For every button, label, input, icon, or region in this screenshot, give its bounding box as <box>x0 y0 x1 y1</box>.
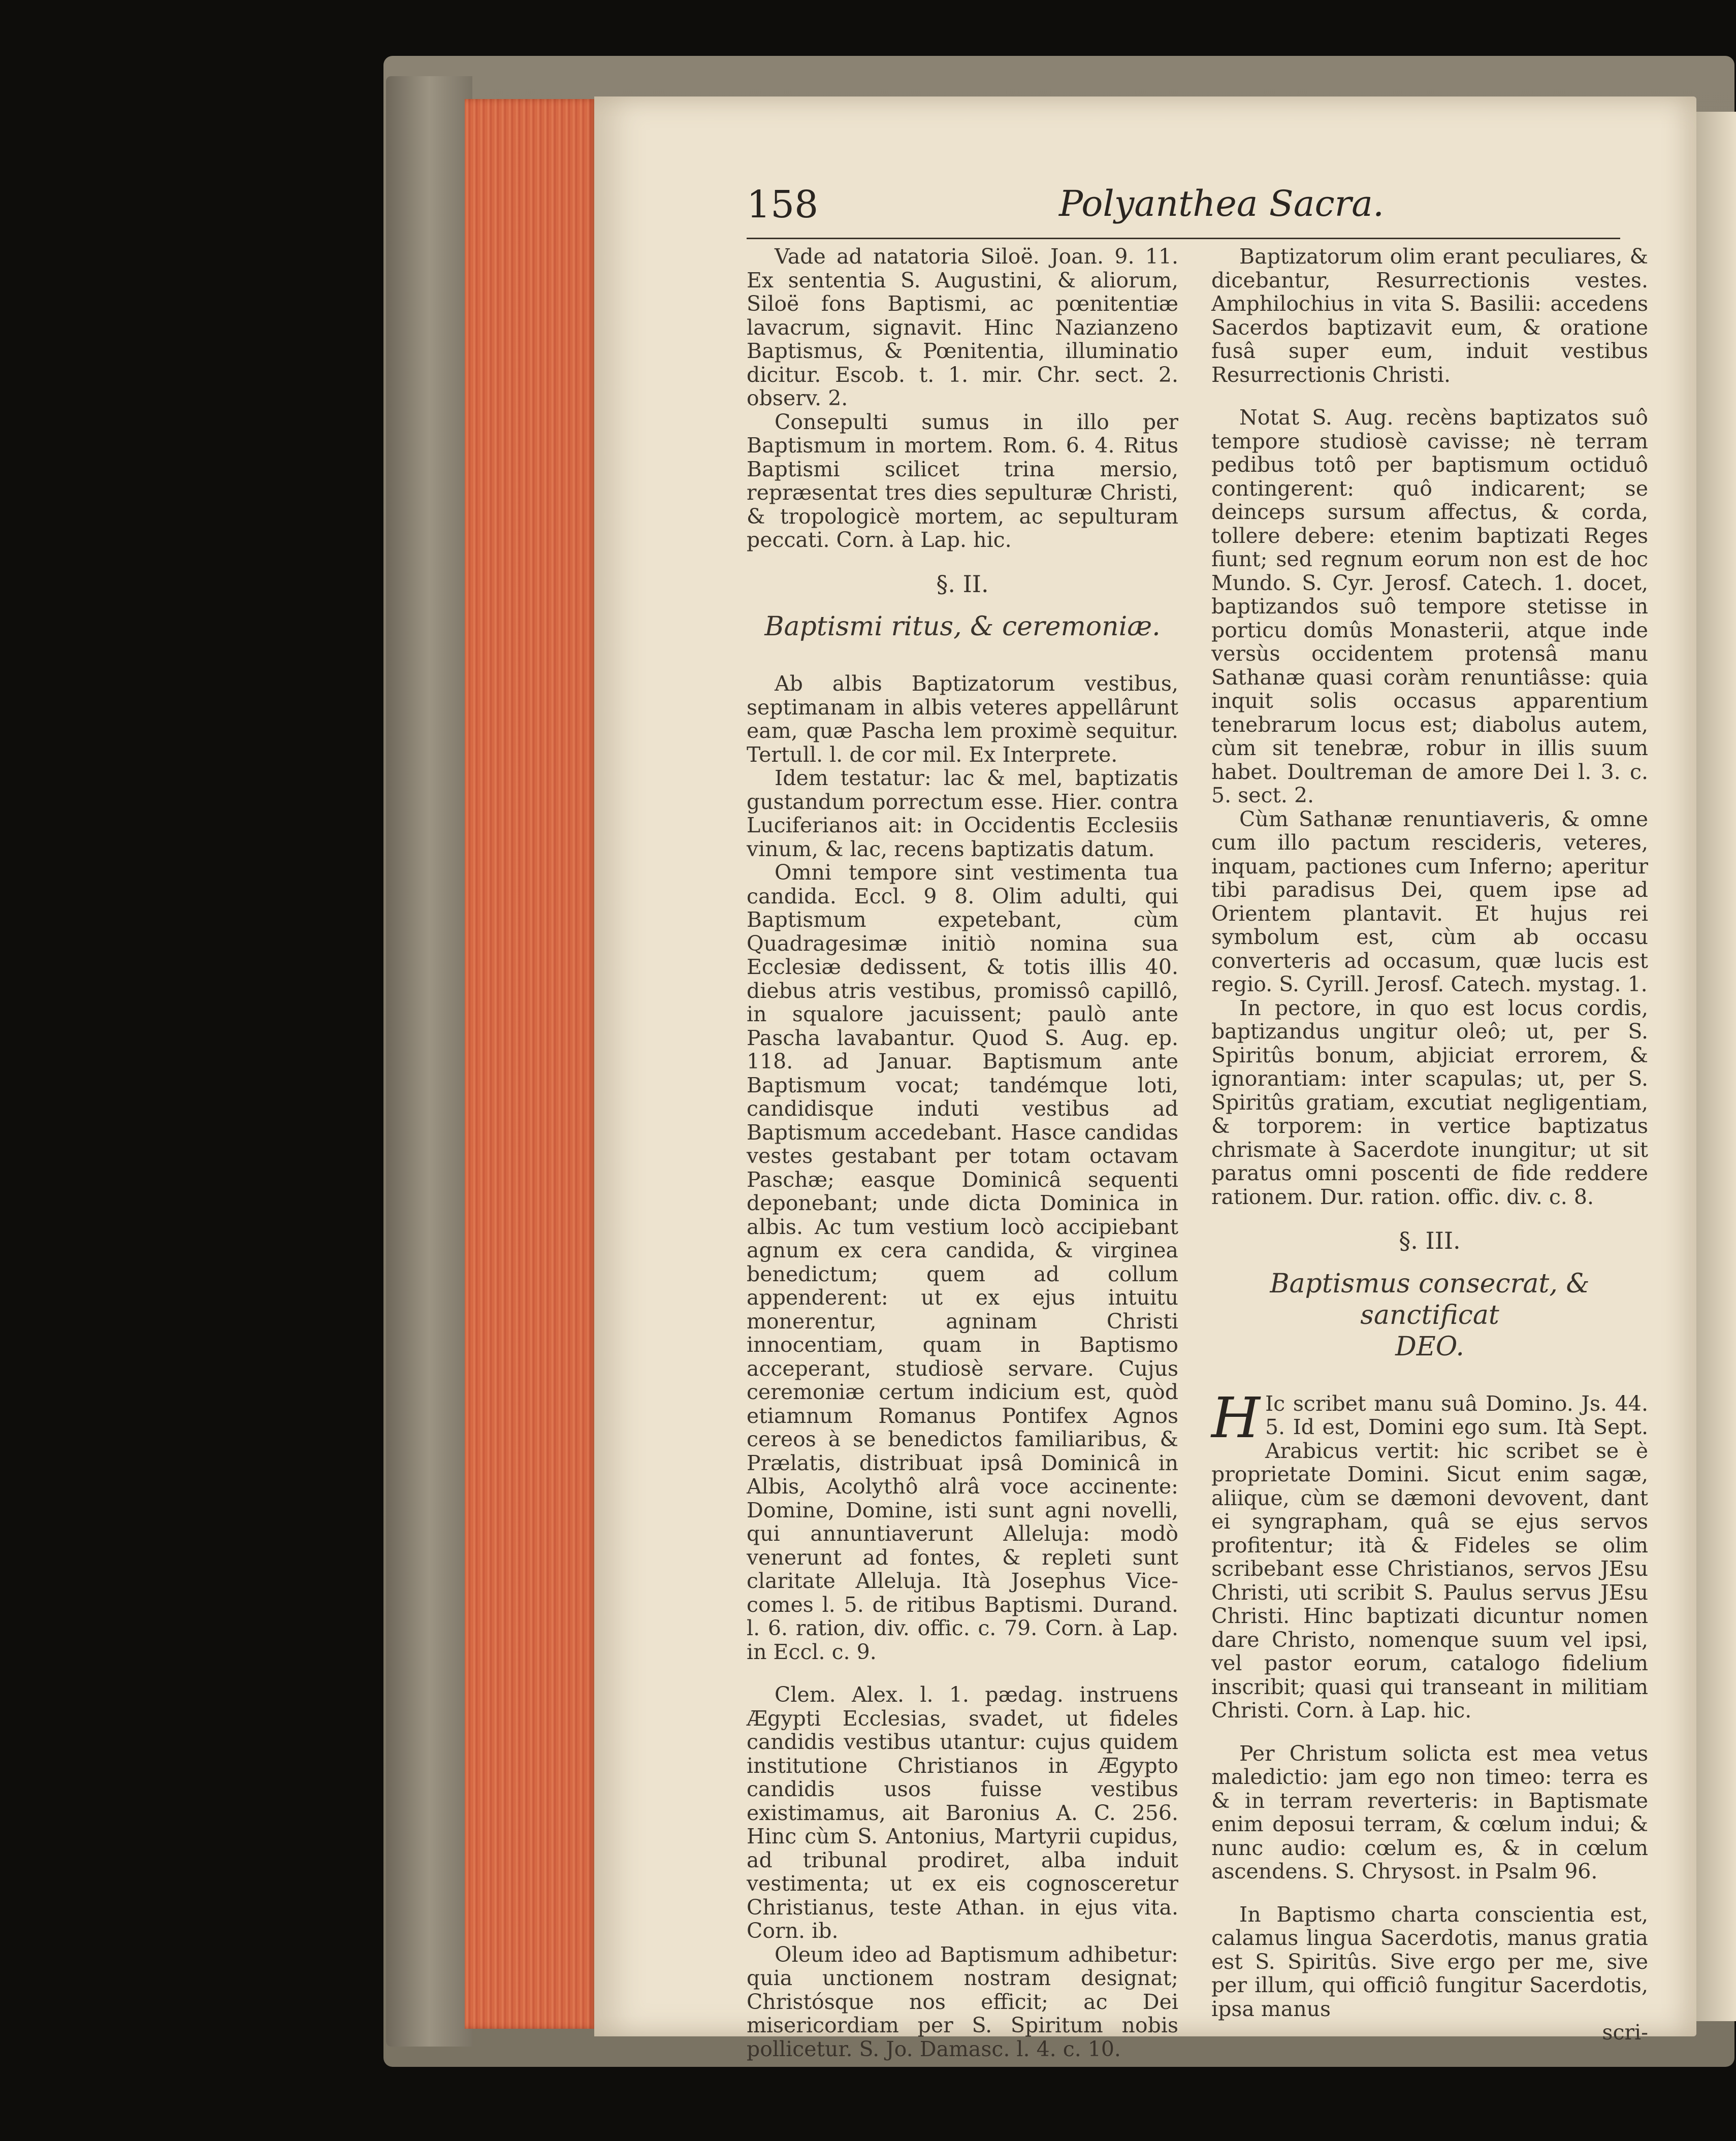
right-column <box>1211 245 1648 2045</box>
section-mark: §. III. <box>1399 1227 1461 1254</box>
paragraph: Per Christum solicta est mea vetus maledictio: jam ego non timeo: terra es & in terram reverteris: in Baptismate enim deposui terram, & cœlum indui; & nunc audio: cœlum es, & in cœlum ascendens. S. Chrysost. in Psalm 96. <box>1211 1741 1648 1884</box>
paragraph: Baptizatorum olim erant peculiares, & dicebantur, Resurrectionis vestes. Amphilochius in vita S. Basilii: accedens Sacerdos baptizavit eum, & oratione fusâ super eum, induit vestibus Resurrectionis Christi. <box>1211 244 1648 387</box>
paragraph: In pectore, in quo est locus cordis, baptizandus ungitur oleô; ut, per S. Spiritûs bonum, abjiciat errorem, & ignorantiam: inter scapulas; ut, per S. Spiritûs gratiam, excutiat negligentiam, & torporem: in vertice baptizatus chrismate à Sacerdote inungitur; ut sit paratus omni poscenti de fide reddere rationem. Dur. ration. offic. div. c. 8. <box>1211 995 1648 1209</box>
header-rule <box>747 238 1620 239</box>
paragraph: Clem. Alex. l. 1. pædag. instruens Ægypti Ecclesias, svadet, ut fideles candidis vestibus utantur: cujus quidem institutione Christianos in Ægypto candidis usos fuisse vestibus existimamus, ait Baronius A. C. 256. Hinc cùm S. Antonius, Martyrii cupidus, ad tribunal prodiret, alba induit vestimenta; ut ex eis cognosceretur Christianus, teste Athan. in ejus vita. Corn. ib. <box>747 1682 1178 1943</box>
catchword: scri- <box>1602 2020 1648 2045</box>
section-mark: §. II. <box>936 570 989 598</box>
paragraph-text: Ic scribet manu suâ Domino. Js. 44. 5. Id est, Domini ego sum. Ità Sept. Arabicus vertit: hic scribet se è proprietate Domini. Sicut enim sagæ, aliique, cùm se dæmoni devovent, dant ei syngrapham, quâ se ejus servos profitentur; ità & Fideles se olim scribebant esse Christianos, servos JEsu Christi, uti scribit S. Paulus servus JEsu Christi. Hinc baptizati dicuntur nomen dare Christo, nomenque suum vel ipsi, vel pastor eorum, catalogo fidelium inscribit; quasi qui transeant in militiam Christi. Corn. à Lap. hic. <box>1211 1391 1648 1723</box>
running-title: Polyanthea Sacra. <box>1059 183 1385 224</box>
cover-board <box>386 76 472 2047</box>
paragraph: Consepulti sumus in illo per Baptismum in mortem. Rom. 6. 4. Ritus Baptismi scilicet trina mersio, repræsentat tres dies sepulturæ Christi, & tropologicè mortem, ac sepulturam peccati. Corn. à Lap. hic. <box>747 409 1178 552</box>
paragraph: Ab albis Baptizatorum vestibus, septimanam in albis veteres appellârunt eam, quæ Pascha lem proximè sequitur. Tertull. l. de cor mil. Ex Interprete. <box>747 671 1178 767</box>
page-header <box>747 183 1620 226</box>
section-title-line: Baptismus consecrat, & sanctificat <box>1270 1268 1590 1331</box>
paragraph: Idem testatur: lac & mel, baptizatis gustandum porrectum esse. Hier. contra Luciferianos ait: in Occidentis Ecclesiis vinum, & lac, recens baptizatis datum. <box>747 766 1178 861</box>
page-number: 158 <box>747 183 819 226</box>
paragraph: Vade ad natatoria Siloë. Joan. 9. 11. Ex sententia S. Augustini, & aliorum, Siloë fons Baptismi, ac pœnitentiæ lavacrum, signavit. Hinc Nazianzeno Baptismus, & Pœnitentia, illuminatio dicitur. Escob. t. 1. mir. Chr. sect. 2. observ. 2. <box>747 244 1178 410</box>
paragraph: Omni tempore sint vestimenta tua candida. Eccl. 9 8. Olim adulti, qui Baptismum expetebant, cùm Quadragesimæ initiò nomina sua Ecclesiæ dedissent, & totis illis 40. diebus atris vestibus, promissô capillô, in squalore jacuissent; paulò ante Pascha lavabantur. Quod S. Aug. ep. 118. ad Januar. Baptismum ante Baptismum vocat; tandémque loti, candidisque induti vestibus ad Baptismum accedebant. Hasce candidas vestes gestabant per totam octavam Paschæ; easque Dominicâ sequenti deponebant; unde dicta Dominica in albis. Ac tum vestium locò accipiebant agnum ex cera candida, & virginea benedictum; quem ad collum appenderent: ut ex ejus intuitu monerentur, agninam Christi innocentiam, quam in Baptismo acceperant, studiosè servare. Cujus ceremoniæ certum indicium est, quòd etiamnum Romanus Pontifex Agnos cereos à se benedictos familiaribus, & Prælatis, distribuat ipsâ Dominicâ in Albis, Acolythô alrâ voce accinente: Domine, Domine, isti sunt agni novelli, qui annuntiaverunt Alleluja: modò venerunt ad fontes, & repleti sunt claritate Alleluja. Ità Josephus Vice-comes l. 5. de ritibus Baptismi. Durand. l. 6. ration, div. offic. c. 79. Corn. à Lap. in Eccl. c. 9. <box>747 860 1178 1664</box>
paragraph: Oleum ideo ad Baptismum adhibetur: quia unctionem nostram designat; Christósque nos efficit; ac Dei misericordiam per S. Spiritum nobis pollicetur. S. Jo. Damasc. l. 4. c. 10. <box>747 1942 1178 2061</box>
section-title <box>1211 1268 1648 1363</box>
paragraph: Cùm Sathanæ renuntiaveris, & omne cum illo pactum rescideris, veteres, inquam, pactiones cum Inferno; aperitur tibi paradisus Dei, quem ipse ad Orientem plantavit. Et hujus rei symbolum est, cùm ab occasu converteris ad occasum, quæ lucis est regio. S. Cyrill. Jerosf. Catech. mystag. 1. <box>1211 806 1648 996</box>
facing-page-edge <box>1691 112 1736 2021</box>
red-page-edges <box>465 99 597 2029</box>
drop-cap: H <box>1211 1385 1260 1450</box>
paragraph: In Baptismo charta conscientia est, calamus lingua Sacerdotis, manus gratia est S. Spiritûs. Sive ergo per me, sive per illum, qui officiô fungitur Sacerdotis, ipsa manus <box>1211 1902 1648 2021</box>
left-column <box>747 245 1178 2061</box>
section-title-line: DEO. <box>1395 1331 1464 1362</box>
section-title: Baptismi ritus, & ceremoniæ. <box>764 611 1161 642</box>
paragraph <box>1211 1385 1648 1723</box>
paragraph: Notat S. Aug. recèns baptizatos suô tempore studiosè cavisse; nè terram pedibus totô per baptismum octiduô contingerent: quô indicarent; se deinceps sursum affectus, & corda, tollere debere: etenim baptizati Reges fiunt; sed regnum eorum non est de hoc Mundo. S. Cyr. Jerosf. Catech. 1. docet, baptizandos suô tempore stetisse in porticu domûs Monasterii, atque inde versùs occidentem protensâ manu Sathanæ quasi coràm renuntiâsse: quia inquit solis occasus apparentium tenebrarum locus est; diabolus autem, cùm sit tenebræ, robur in illis suum habet. Doultreman de amore Dei l. 3. c. 5. sect. 2. <box>1211 405 1648 807</box>
